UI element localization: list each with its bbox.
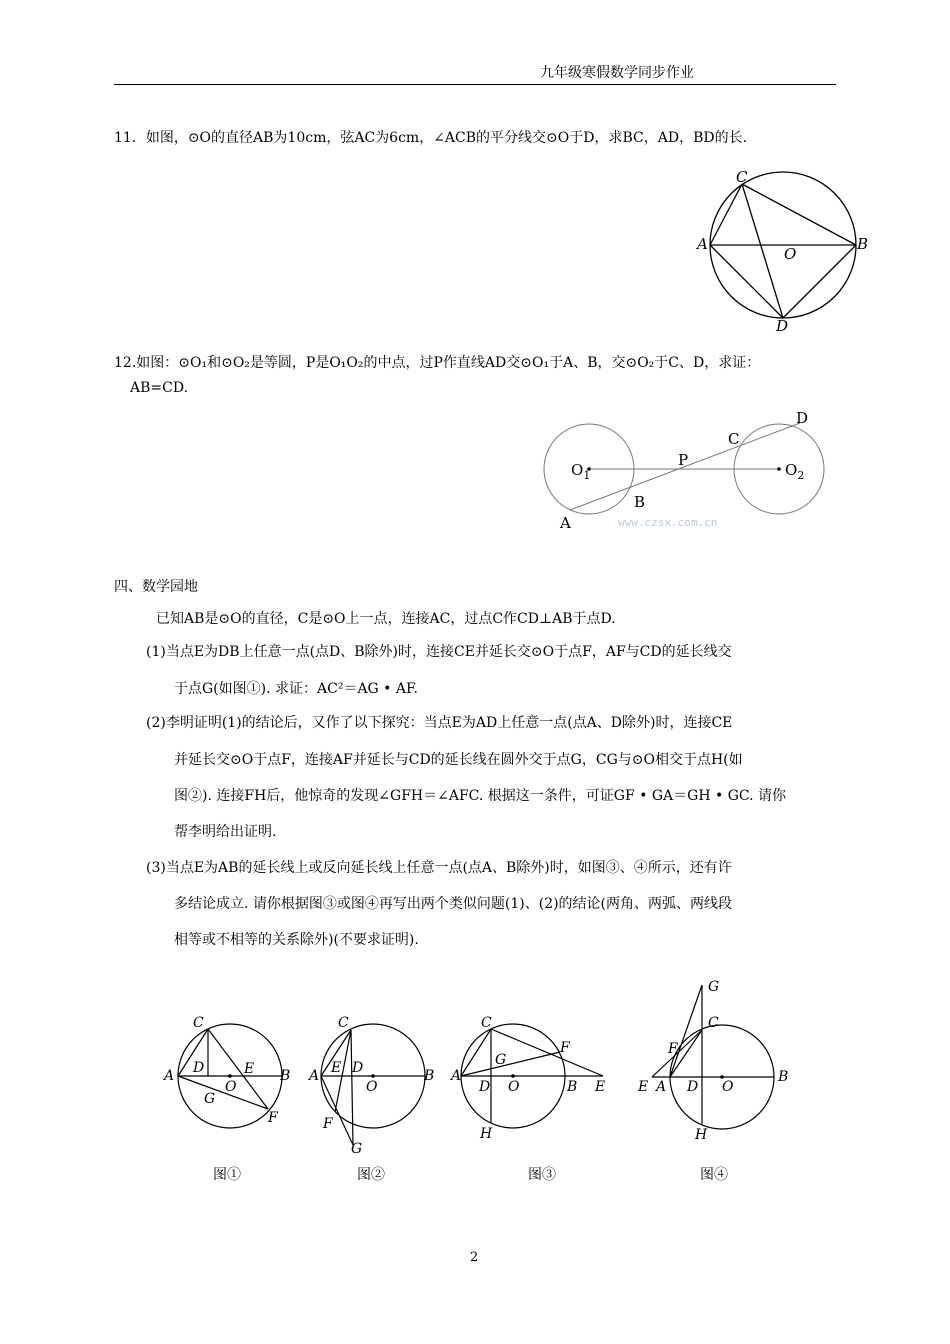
page-number: 2 — [470, 1250, 479, 1265]
fig3-center — [511, 1074, 515, 1078]
q11-label-o: O — [784, 245, 797, 263]
fig1-center — [228, 1074, 232, 1078]
fig1-label-e: E — [244, 1061, 255, 1077]
fig2-label-g: G — [351, 1141, 363, 1157]
fig2-label-b: B — [424, 1068, 435, 1084]
fig1-label-b: B — [280, 1068, 291, 1084]
fig2-label-e: E — [331, 1060, 342, 1076]
q12-watermark: www.czsx.com.cn — [618, 516, 718, 529]
fig4-label-h: H — [695, 1127, 708, 1143]
fig2-caption: 图② — [357, 1167, 385, 1183]
fig3-caption: 图③ — [528, 1167, 556, 1183]
q11-label-c: C — [736, 168, 748, 186]
section4-p3-line2: 多结论成立. 请你根据图③或图④再写出两个类似问题(1)、(2)的结论(两角、两弧、两线段 — [174, 896, 733, 912]
fig4-label-b: B — [778, 1069, 789, 1085]
q12-label-b: B — [634, 493, 646, 511]
section4-title: 四、数学园地 — [114, 579, 198, 595]
q12-line2: AB=CD. — [130, 380, 189, 396]
fig3-label-a: A — [451, 1068, 462, 1084]
q11-figure — [690, 162, 880, 338]
fig4-label-a: A — [656, 1079, 667, 1095]
section4-p2-line1: (2)李明证明(1)的结论后，又作了以下探究：当点E为AD上任意一点(点A、D除外)时，连接CE — [146, 715, 733, 731]
section4-p2-line4: 帮李明给出证明. — [174, 824, 277, 840]
fig2-label-a: A — [309, 1068, 320, 1084]
fig3-segment-af — [461, 1052, 560, 1076]
q12-label-a: A — [560, 514, 571, 532]
q11-chord-ac — [710, 184, 742, 245]
fig4-label-o: O — [722, 1079, 734, 1095]
q11-chord-bc — [742, 184, 856, 245]
fig3-label-f: F — [560, 1040, 570, 1056]
fig2-label-d: D — [352, 1060, 364, 1076]
q12-label-c: C — [728, 430, 740, 448]
fig1-label-d: D — [193, 1060, 205, 1076]
fig4-caption: 图④ — [700, 1167, 728, 1183]
fig4-label-c: C — [708, 1015, 719, 1031]
section4-p2-line2: 并延长交⊙O于点F，连接AF并延长与CD的延长线在圆外交于点G，CG与⊙O相交于点H(如 — [174, 752, 743, 768]
fig1-label-f: F — [268, 1110, 278, 1126]
fig2-segment-cg — [351, 1030, 353, 1145]
fig4-label-g: G — [708, 979, 720, 995]
fig2-label-c: C — [338, 1015, 349, 1031]
q12-label-o2: $O_2$ — [785, 461, 805, 482]
section4-intro: 已知AB是⊙O的直径，C是⊙O上一点，连接AC，过点C作CD⊥AB于点D. — [156, 611, 616, 627]
q12-point-o2 — [777, 467, 781, 471]
fig3-label-e: E — [595, 1079, 606, 1095]
section4-p1-line1: (1)当点E为DB上任意一点(点D、B除外)时，连接CE并延长交⊙O于点F，AF与CD的延长线交 — [146, 644, 732, 660]
q11-text: 11．如图，⊙O的直径AB为10cm，弦AC为6cm，∠ACB的平分线交⊙O于D，求BC，AD，BD的长． — [114, 130, 757, 146]
fig2-segment-ag — [321, 1076, 353, 1145]
q11-label-b: B — [857, 235, 869, 253]
q12-label-p: P — [678, 451, 689, 469]
q12-label-d: D — [796, 409, 809, 427]
page-header — [114, 58, 836, 85]
fig1-caption: 图① — [213, 1167, 241, 1183]
q11-label-d: D — [776, 317, 789, 335]
fig4-figure — [632, 975, 802, 1145]
section4-p3-line3: 相等或不相等的关系除外)(不要求证明). — [174, 932, 419, 948]
fig3-label-d: D — [479, 1079, 491, 1095]
fig1-label-c: C — [193, 1015, 204, 1031]
fig1-segment-af — [178, 1076, 268, 1109]
fig3-label-h: H — [480, 1126, 493, 1142]
fig3-label-b: B — [567, 1079, 578, 1095]
fig1-figure — [160, 1010, 295, 1130]
fig4-label-d: D — [687, 1079, 699, 1095]
fig2-figure — [305, 1010, 445, 1160]
fig2-center — [371, 1074, 375, 1078]
fig3-figure — [448, 1010, 618, 1145]
fig1-label-o: O — [225, 1079, 237, 1095]
fig3-label-c: C — [481, 1015, 492, 1031]
fig3-segment-ac — [461, 1029, 491, 1076]
section4-p2-line3: 图②). 连接FH后，他惊奇的发现∠GFH＝∠AFC. 根据这一条件，可证GF • GA＝GH • GC. 请你 — [174, 788, 786, 804]
section4-p1-line2: 于点G(如图①). 求证：AC²＝AG • AF. — [174, 681, 418, 697]
fig1-label-a: A — [164, 1068, 175, 1084]
header-title: 九年级寒假数学同步作业 — [540, 65, 694, 81]
fig4-label-e: E — [638, 1079, 649, 1095]
q12-label-o1: $O_1$ — [571, 461, 591, 482]
q11-label-a: A — [697, 235, 708, 253]
fig2-label-o: O — [366, 1079, 378, 1095]
fig3-label-o: O — [508, 1079, 520, 1095]
fig2-label-f: F — [323, 1116, 333, 1132]
q12-figure — [540, 405, 840, 535]
q12-line1: 12.如图：⊙O₁和⊙O₂是等圆，P是O₁O₂的中点，过P作直线AD交⊙O₁于A、B，交⊙O₂于C、D，求证： — [114, 355, 761, 371]
fig4-label-f: F — [668, 1041, 678, 1057]
section4-p3-line1: (3)当点E为AB的延长线上或反向延长线上任意一点(点A、B除外)时，如图③、④所示，还有许 — [146, 860, 732, 876]
fig3-label-g: G — [495, 1052, 507, 1068]
fig1-label-g: G — [204, 1091, 216, 1107]
fig1-segment-cf — [208, 1029, 268, 1109]
